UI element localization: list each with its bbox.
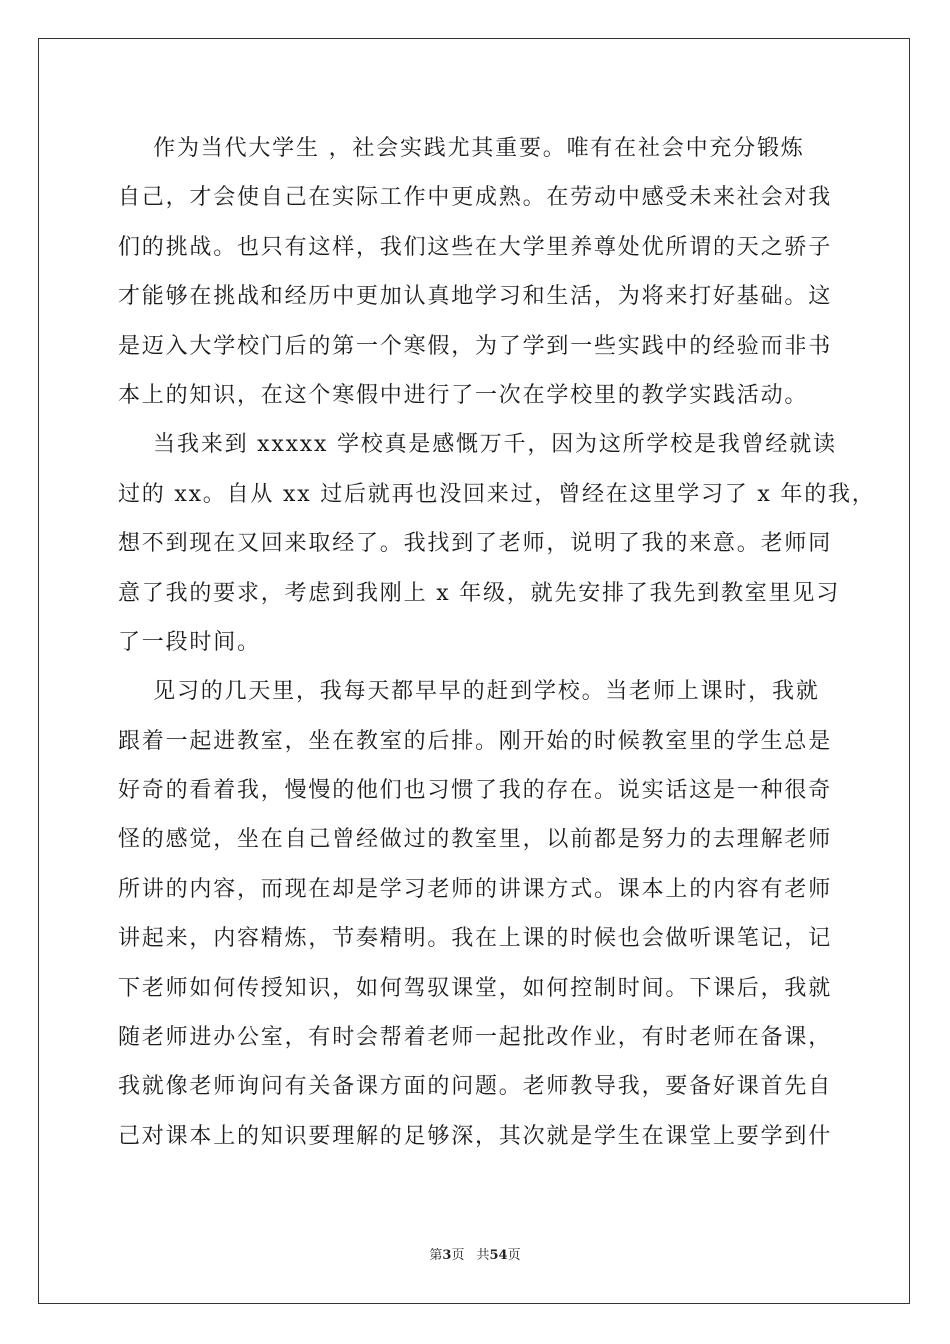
total-prefix: 共 <box>476 1248 490 1263</box>
text-line: 才能够在挑战和经历中更加认真地学习和生活，为将来打好基础。这 <box>118 284 833 310</box>
text-line: 了一段时间。 <box>118 629 261 655</box>
text-line: 自己，才会使自己在实际工作中更成熟。在劳动中感受未来社会对我 <box>118 185 833 211</box>
text-line: 所讲的内容，而现在却是学习老师的讲课方式。课本上的内容有老师 <box>118 876 833 902</box>
text-line: 们的挑战。也只有这样，我们这些在大学里养尊处优所谓的天之骄子 <box>118 234 833 260</box>
page-number: 3 <box>442 1248 452 1263</box>
text-line: 本上的知识，在这个寒假中进行了一次在学校里的教学实践活动。 <box>118 382 809 408</box>
text-line: 随老师进办公室，有时会帮着老师一起批改作业，有时老师在备课， <box>118 1025 833 1051</box>
text-line: 过的 xx。自从 xx 过后就再也没回来过，曾经在这里学习了 x 年的我， <box>118 481 876 507</box>
text-line: 己对课本上的知识要理解的足够深，其次就是学生在课堂上要学到什 <box>118 1123 833 1149</box>
page-footer <box>0 1244 950 1263</box>
text-line: 下老师如何传授知识，如何驾驭课堂，如何控制时间。下课后，我就 <box>118 975 833 1001</box>
text-line: 作为当代大学生 ，社会实践尤其重要。唯有在社会中充分锻炼 <box>118 136 805 161</box>
text-line: 讲起来，内容精炼，节奏精明。我在上课的时候也会做听课笔记，记 <box>118 926 833 952</box>
page-suffix: 页 <box>451 1248 465 1263</box>
document-body <box>118 124 876 1161</box>
text-line: 我就像老师询问有关备课方面的问题。老师教导我，要备好课首先自 <box>118 1074 833 1100</box>
total-pages: 54 <box>489 1248 508 1263</box>
text-line: 见习的几天里，我每天都早早的赶到学校。当老师上课时，我就 <box>118 679 820 705</box>
text-line: 跟着一起进教室，坐在教室的后排。刚开始的时候教室里的学生总是 <box>118 728 833 754</box>
page-prefix: 第 <box>429 1248 443 1263</box>
text-line: 想不到现在又回来取经了。我找到了老师，说明了我的来意。老师同 <box>118 531 833 557</box>
text-line: 是迈入大学校门后的第一个寒假，为了学到一些实践中的经验而非书 <box>118 333 833 359</box>
text-line: 意了我的要求，考虑到我刚上 x 年级，就先安排了我先到教室里见习 <box>118 580 840 606</box>
text-line: 当我来到 xxxxx 学校真是感慨万千，因为这所学校是我曾经就读 <box>118 432 837 458</box>
text-line: 好奇的看着我，慢慢的他们也习惯了我的存在。说实话这是一种很奇 <box>118 778 833 804</box>
text-line: 怪的感觉，坐在自己曾经做过的教室里，以前都是努力的去理解老师 <box>118 827 833 853</box>
total-suffix: 页 <box>507 1248 521 1263</box>
